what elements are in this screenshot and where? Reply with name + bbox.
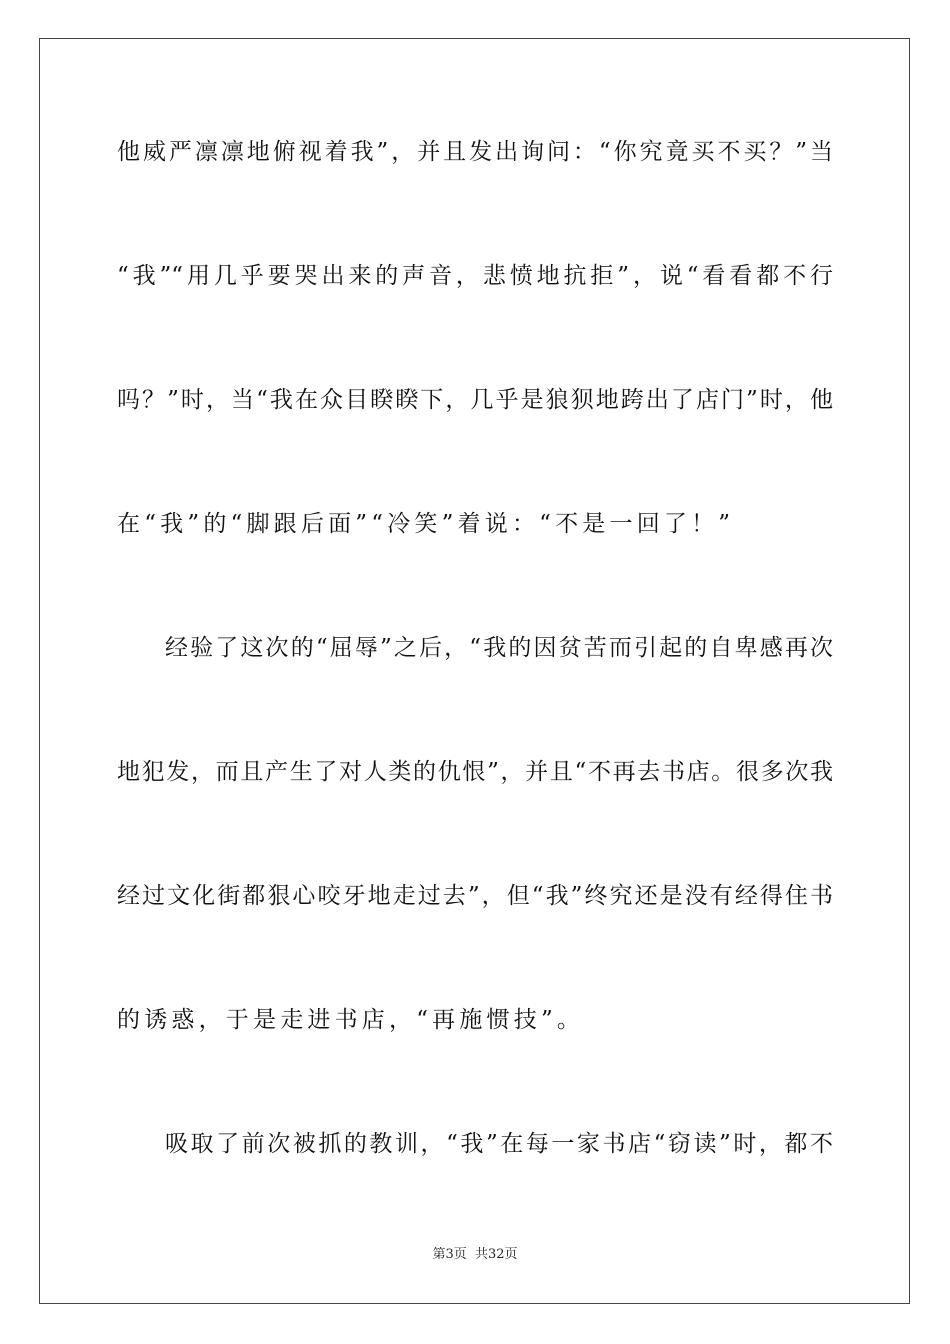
text-line: 经过文化街都狠心咬牙地走过去”，但“我”终究还是没有经得住书 — [117, 883, 833, 909]
page-number: 第3页 — [432, 1247, 467, 1262]
text-line: 吸取了前次被抓的教训，“我”在每一家书店“窃读”时，都不 — [165, 1131, 833, 1157]
text-line: 在“我”的“脚跟后面”“冷笑”着说：“不是一回了！” — [117, 511, 735, 537]
page-border — [39, 38, 910, 1304]
text-line: “我”“用几乎要哭出来的声音，悲愤地抗拒”，说“看看都不行 — [117, 263, 833, 289]
page-footer — [0, 1246, 950, 1264]
text-line: 吗？”时，当“我在众目睽睽下，几乎是狼狈地跨出了店门”时，他 — [117, 387, 833, 413]
text-line: 的诱惑，于是走进书店，“再施惯技”。 — [117, 1007, 585, 1033]
text-line: 地犯发，而且产生了对人类的仇恨”，并且“不再去书店。很多次我 — [117, 759, 833, 785]
text-line: 他威严凛凛地俯视着我”，并且发出询问：“你究竟买不买？”当 — [117, 139, 833, 165]
text-line: 经验了这次的“屈辱”之后，“我的因贫苦而引起的自卑感再次 — [165, 635, 833, 661]
page-total: 共32页 — [474, 1247, 518, 1262]
